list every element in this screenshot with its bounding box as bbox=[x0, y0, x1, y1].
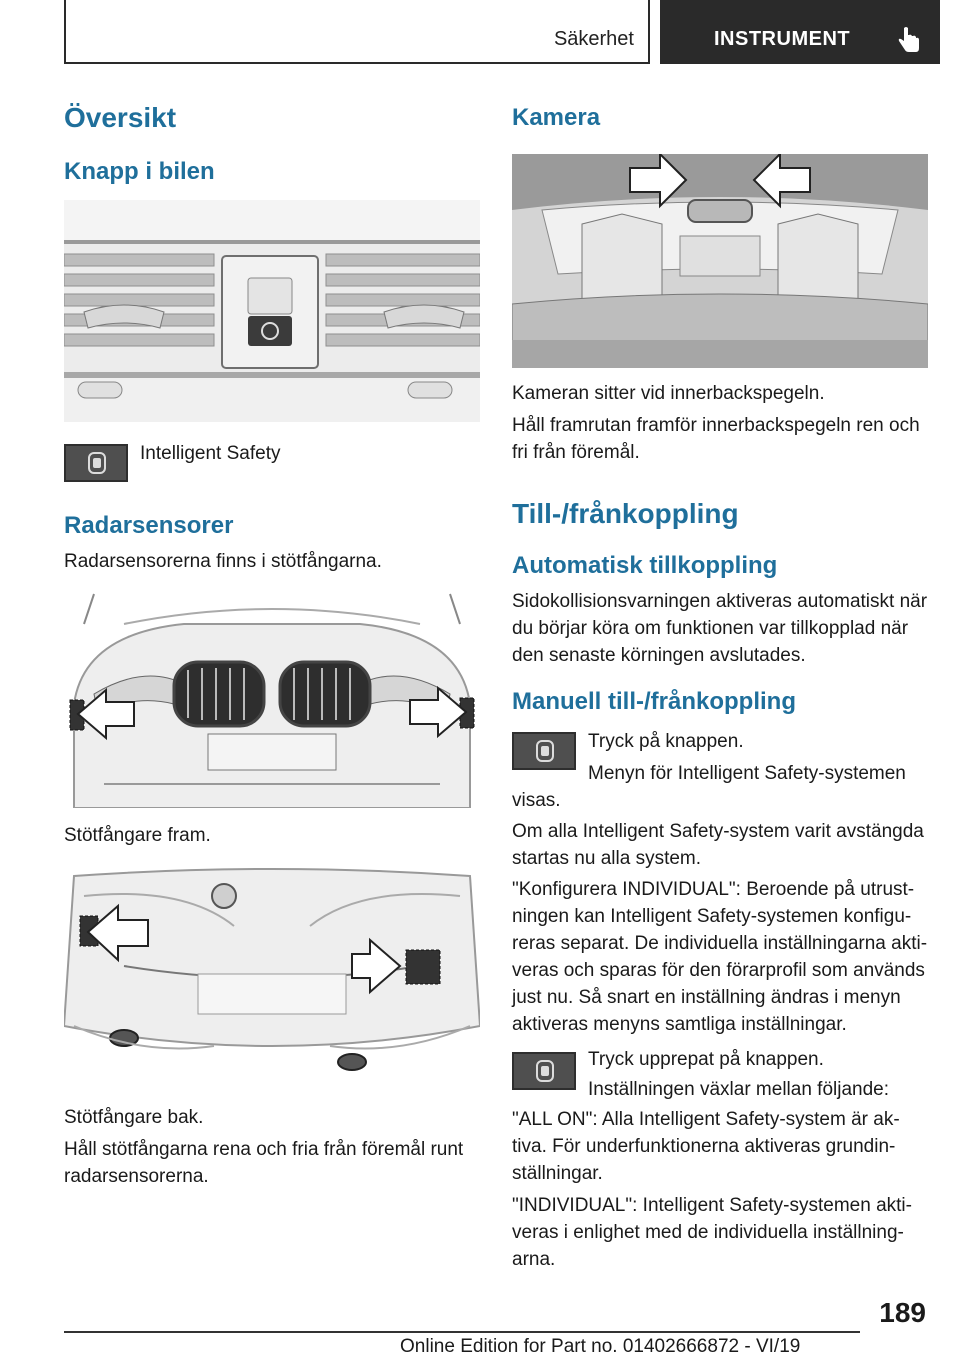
all-on-text: "ALL ON": Alla Intelligent Safety-system är ak-tiva. För underfunktionerna aktiveras grundin-ställningar. bbox=[512, 1109, 900, 1184]
radar-heading: Radarsensorer bbox=[64, 512, 234, 539]
individual-text: "INDIVIDUAL": Intelligent Safety-systemen akti-veras i enlighet med de individuella inställning-arna. bbox=[512, 1195, 912, 1270]
manual-para-1: Om alla Intelligent Safety-system varit avstängda startas nu alla system. bbox=[512, 821, 924, 869]
dashboard-button-image bbox=[64, 200, 480, 422]
rear-caption: Stötfångare bak. bbox=[64, 1107, 204, 1128]
intelligent-safety-icon bbox=[88, 452, 106, 474]
front-caption: Stötfångare fram. bbox=[64, 825, 211, 846]
manual-step-1-result: Menyn för Intelligent Safety-systemen visas. bbox=[512, 763, 906, 811]
manual-para-2: "Konfigurera INDIVIDUAL": Beroende på utrust-ningen kan Intelligent Safety-systemen konfigu-reras separat. De individuella inställningarna akti-veras och sparas för den förarprofil som används just nu. Så snart en inställning ändras i menyn aktiveras menyns samtliga inställningar. bbox=[512, 879, 928, 1035]
footer-edition: Online Edition for Part no. 01402666872 - VI/19 bbox=[400, 1336, 801, 1357]
section-tab-label: Säkerhet bbox=[553, 28, 634, 50]
footer-divider bbox=[64, 1331, 860, 1333]
hand-pointer-icon bbox=[896, 26, 922, 54]
page-title: Översikt bbox=[64, 102, 177, 133]
page-number: 189 bbox=[879, 1297, 926, 1328]
camera-heading: Kamera bbox=[512, 104, 601, 131]
chapter-tab-label: INSTRUMENT bbox=[714, 28, 851, 50]
auto-heading: Automatisk tillkoppling bbox=[512, 552, 778, 579]
manual-heading: Manuell till-/frånkoppling bbox=[512, 688, 796, 715]
subheading-button-in-car: Knapp i bilen bbox=[64, 158, 215, 185]
camera-interior-image bbox=[512, 154, 928, 368]
toggle-heading: Till-/frånkoppling bbox=[512, 498, 739, 529]
intelligent-safety-button-thumbnail bbox=[512, 1052, 576, 1090]
camera-text-location: Kameran sitter vid innerbackspegeln. bbox=[512, 383, 825, 404]
front-bumper-image bbox=[64, 584, 480, 808]
manual-step-2: Tryck upprepat på knappen. bbox=[588, 1049, 824, 1070]
button-caption: Intelligent Safety bbox=[140, 443, 281, 464]
manual-step-1: Tryck på knappen. bbox=[588, 731, 744, 752]
section-tab[interactable] bbox=[64, 0, 650, 64]
intelligent-safety-button-thumbnail bbox=[64, 444, 128, 482]
camera-text-clean: Håll framrutan framför innerbackspegeln ren och fri från föremål. bbox=[512, 415, 920, 463]
radar-text: Radarsensorerna finns i stötfångarna. bbox=[64, 551, 382, 572]
rear-note: Håll stötfångarna rena och fria från föremål runt radarsensorerna. bbox=[64, 1139, 464, 1187]
manual-step-2-result: Inställningen växlar mellan följande: bbox=[588, 1079, 890, 1100]
intelligent-safety-icon bbox=[536, 1060, 554, 1082]
intelligent-safety-icon bbox=[536, 740, 554, 762]
rear-bumper-image bbox=[64, 866, 480, 1088]
chapter-tab[interactable] bbox=[660, 0, 940, 64]
auto-text: Sidokollisionsvarningen aktiveras automatiskt när du börjar köra om funktionen var tillkopplad när den senaste körningen avslutades. bbox=[512, 591, 928, 666]
